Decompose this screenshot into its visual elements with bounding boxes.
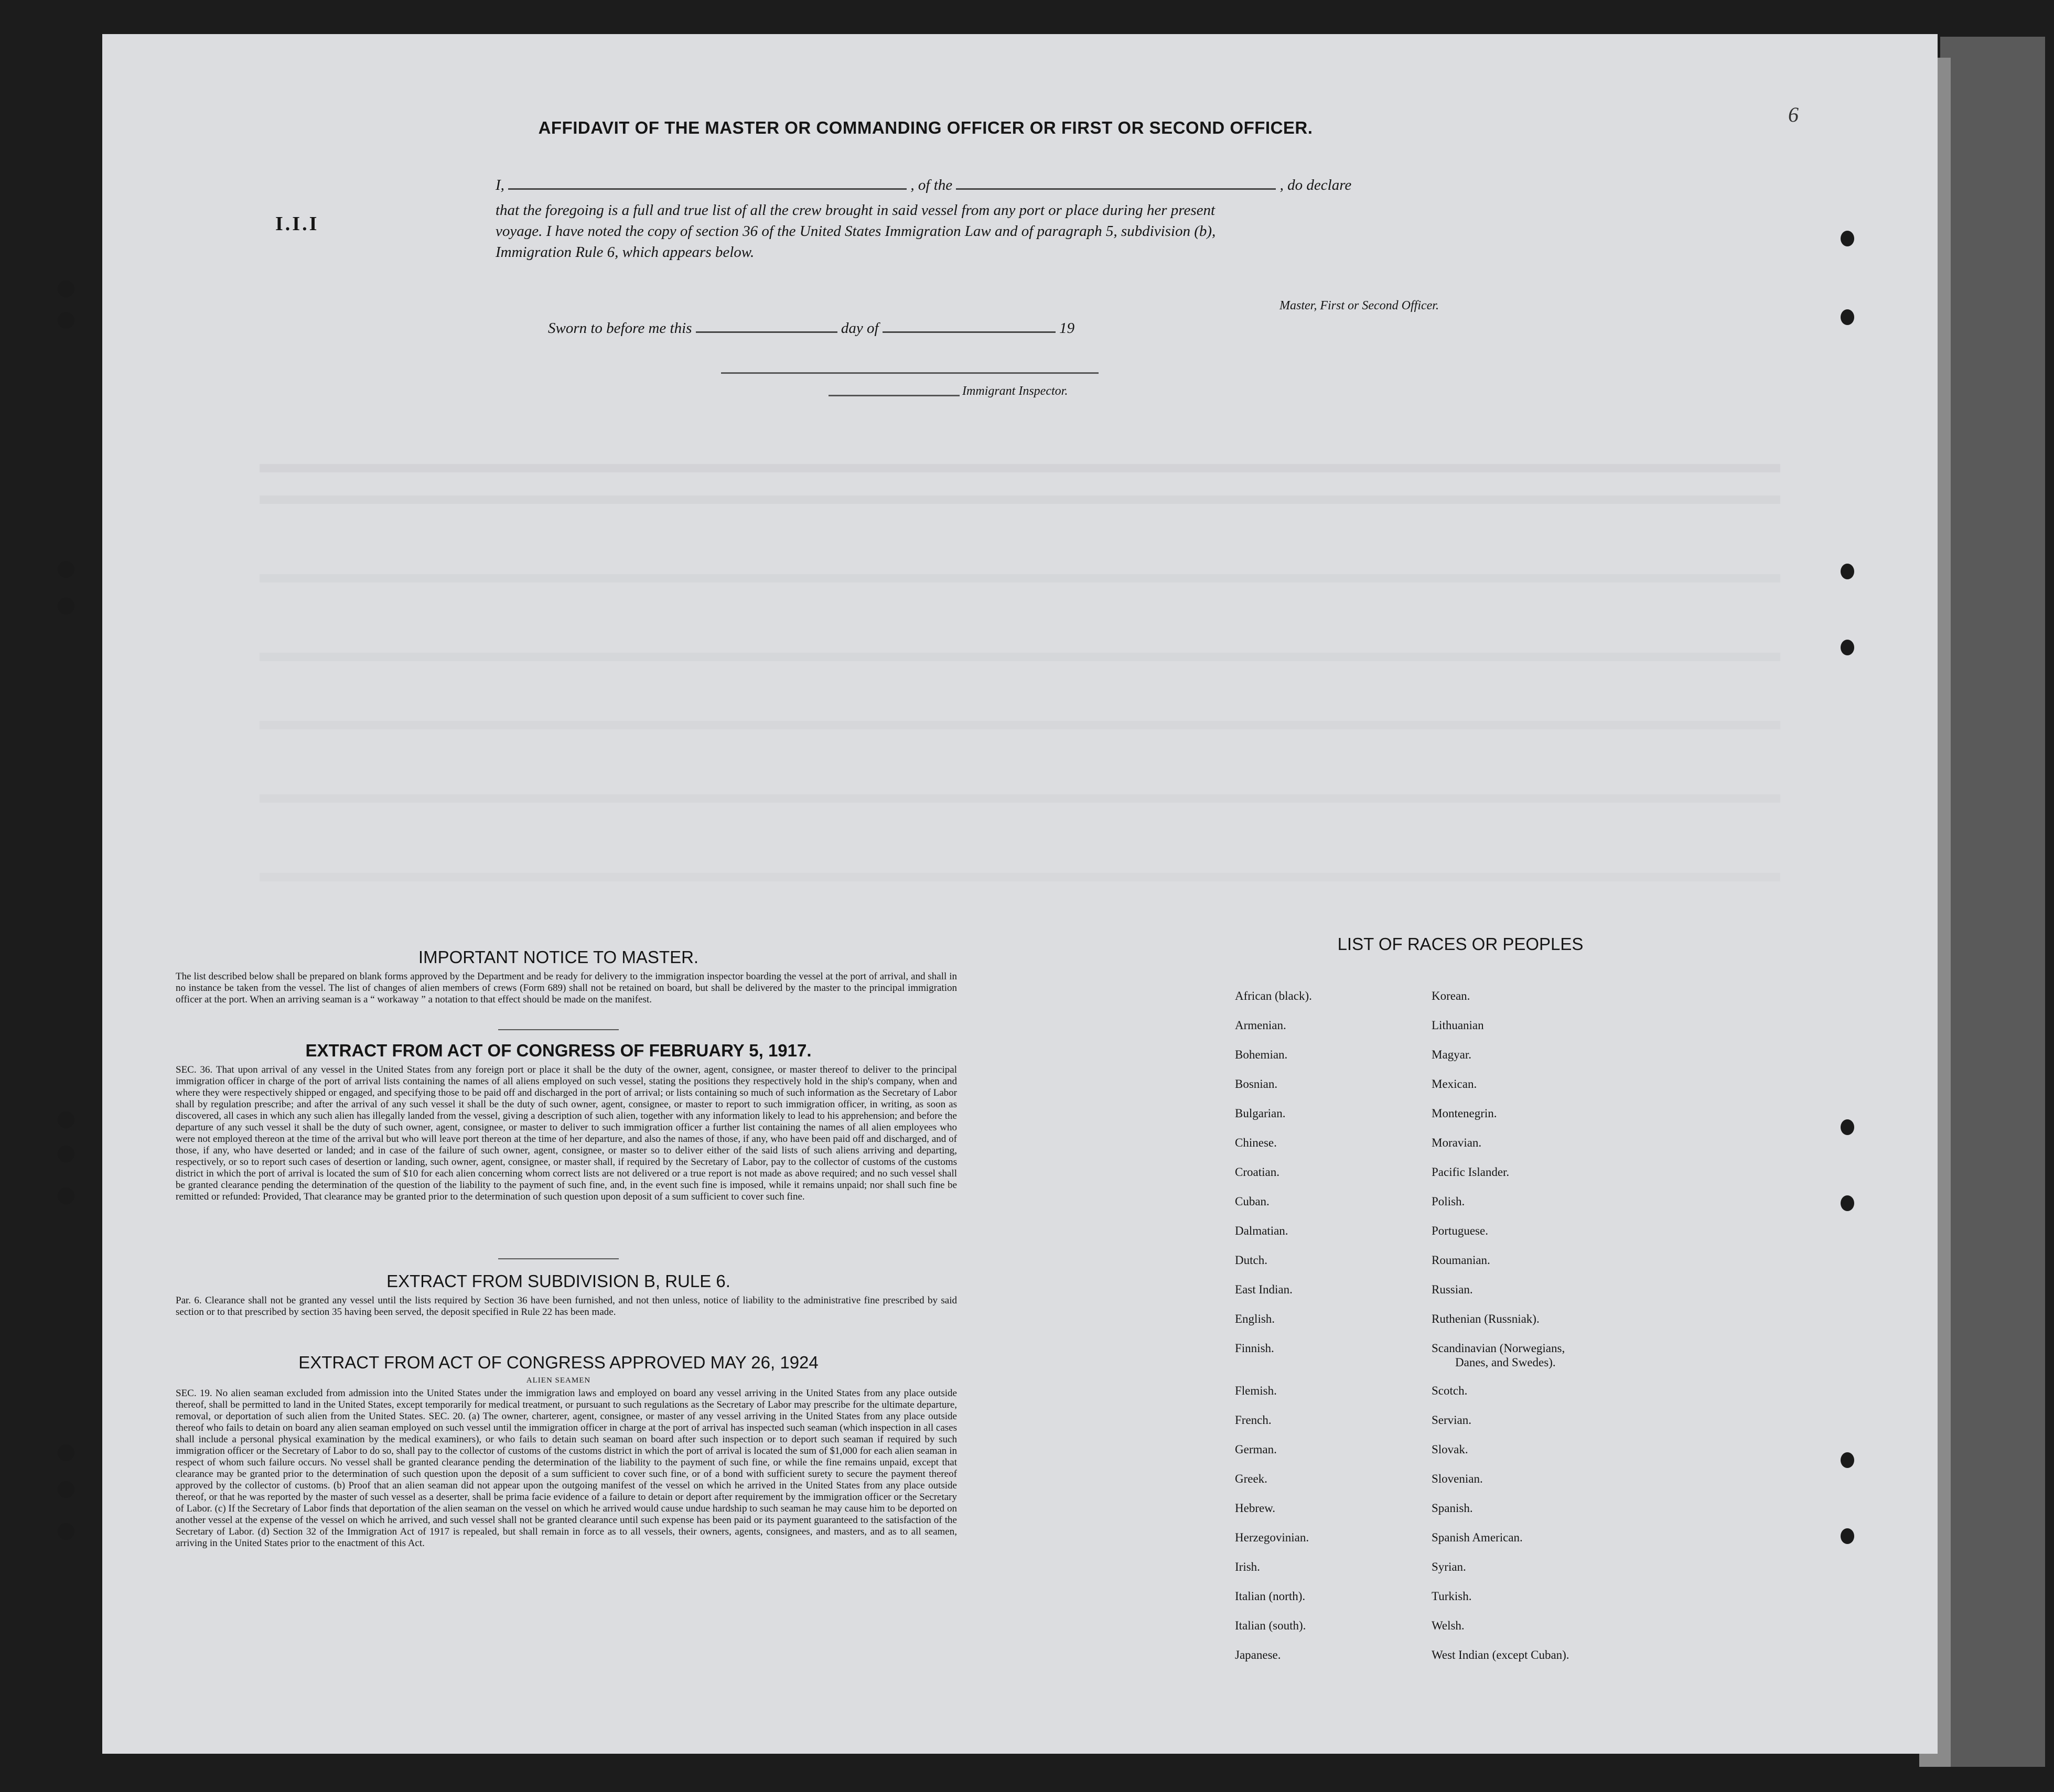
extract-1917-text: SEC. 36. That upon arrival of any vessel in the United States from any foreign port or place it shall be the duty of the owner, agent, consignee, or master thereof to deliver to the principal immigration officer in charge of the port of arrival lists containing the names of all aliens employed on such vessel, stating the positions they respectively hold in the ship's company, when and where they were respectively shipped or engaged, and specifying those to be paid off and discharged in the port of arrival; or lists containing so much of such information as the Secretary of Labor shall by regulation prescribe; and after the arrival of any such vessel it shall be the duty of such owner, agent, consignee, or master to report to such immigration officer, in writing, as soon as discovered, all cases in which any such alien has illegally landed from the vessel, giving a description of such alien, together with any information likely to lead to his apprehension; and before the departure of any such vessel it shall be the duty of such owner, agent, consignee, or master to deliver to such immigration officer a further list containing the names of all alien employees who were not employed thereon at the time of the arrival but who will leave port thereon at the time of her departure, and also the names of those, if any, who have been paid off and discharged, and of those, if any, who have deserted or landed; and in case of the failure of such owner, agent, consignee, or master so to deliver either of the said lists of such aliens arriving and departing, respectively, or so to report such cases of desertion or landing, such owner, agent, consignee, or master shall, if required by the Secretary of Labor, pay to the collector of customs of the customs district in which the port of arrival is located the sum of $10 for each alien concerning whom correct lists are not delivered or a true report is not made as above required; and no such vessel shall be granted clearance pending the determination of the question of the liability to the payment of such fine, and, in the event such fine is imposed, while it remains unpaid; nor shall such fine be remitted or refunded: Provided, That clearance may be granted prior to the determination of such question upon deposit of a sum sufficient to cover such fine. — [176, 1064, 957, 1202]
binder-hole — [58, 1481, 74, 1498]
day-of-label: day of — [841, 320, 879, 337]
extract-1924-title: EXTRACT FROM ACT OF CONGRESS APPROVED MAY 26, 1924 — [298, 1353, 819, 1372]
race-item: East Indian. — [1235, 1283, 1293, 1296]
declare-label: , do declare — [1279, 177, 1352, 193]
sworn-line — [548, 320, 1074, 337]
bleed-through — [260, 574, 1780, 582]
binder-hole — [58, 561, 74, 578]
race-item: Italian (south). — [1235, 1619, 1306, 1632]
race-item: Montenegrin. — [1432, 1107, 1497, 1120]
race-item: German. — [1235, 1443, 1277, 1456]
binder-hole — [58, 1146, 74, 1162]
extract-1917-title: EXTRACT FROM ACT OF CONGRESS OF FEBRUARY 5, 1917. — [305, 1041, 812, 1060]
race-item: Welsh. — [1432, 1619, 1465, 1632]
name-blank — [508, 188, 907, 190]
affidavit-body-line-3: Immigration Rule 6, which appears below. — [496, 244, 755, 261]
bleed-through — [260, 495, 1780, 504]
binder-hole — [1841, 564, 1854, 579]
extract-1924-text: SEC. 19. No alien seaman excluded from admission into the United States under the immigration laws and employed on board any vessel arriving in the United States from any place outside thereof, shall be permitted to land in the United States, except temporarily for medical treatment, or pursuant to such regulations as the Secretary of Labor may prescribe for the ultimate departure, removal, or deportation of such alien from the United States. SEC. 20. (a) The owner, charterer, agent, consignee, or master of any vessel arriving in the United States from any place outside thereof who fails to detain on board any alien seaman employed on such vessel until the immigration officer in charge at the port of arrival has inspected such seaman (which inspection in all cases shall include a personal physical examination by the medical examiners), or who fails to detain such seaman on board after such inspection or to deport such seaman if required by such immigration officer or the Secretary of Labor to do so, shall pay to the collector of customs of the customs district in which the port of arrival is located the sum of $1,000 for each alien seaman in respect of whom such failure occurs. No vessel shall be granted clearance pending the determination of the liability to the payment of such fine, or while the fine remains unpaid, except that clearance may be granted prior to the determination of such question upon the deposit of a sum sufficient to cover such fine, or of a bond with sufficient surety to secure the payment thereof approved by the collector of customs. (b) Proof that an alien seaman did not appear upon the outgoing manifest of the vessel on which he arrived in the United States from any place outside thereof, or that he was reported by the master of such vessel as a deserter, shall be prima facie evidence of a failure to detain or deport after requirement by the immigration officer or the Secretary of Labor. (c) If the Secretary of Labor finds that deportation of the alien seaman on the vessel on which he arrived would cause undue hardship to such seaman he may cause him to be deported on another vessel at the expense of the vessel on which he arrived, and such vessel shall not be granted clearance until such expense has been paid or its payment guaranteed to the satisfaction of the Secretary of Labor. (d) Section 32 of the Immigration Act of 1917 is repealed, but shall remain in force as to all vessels, their owners, agents, consignees, and masters, and as to all seamen, arriving in the United States prior to the enactment of this Act. — [176, 1388, 957, 1549]
inspector-signature-line — [721, 372, 1099, 374]
race-item: Moravian. — [1432, 1136, 1482, 1149]
binder-hole — [1841, 1452, 1854, 1468]
race-item: Russian. — [1432, 1283, 1473, 1296]
manifest-page — [102, 34, 1938, 1754]
race-item: Scotch. — [1432, 1384, 1468, 1397]
race-item: Portuguese. — [1432, 1224, 1488, 1237]
binder-hole — [1841, 1195, 1854, 1211]
race-item: Roumanian. — [1432, 1254, 1490, 1267]
race-item: Bohemian. — [1235, 1048, 1288, 1061]
affidavit-body-line-2: voyage. I have noted the copy of section 36 of the United States Immigration Law and of paragraph 5, subdivision (b), — [496, 223, 1216, 240]
top-right-mark: 6 — [1788, 103, 1799, 126]
binder-hole — [58, 1523, 74, 1540]
race-item: Mexican. — [1432, 1077, 1477, 1091]
extract-1924-subtitle: ALIEN SEAMEN — [526, 1376, 591, 1385]
rule-6-text: Par. 6. Clearance shall not be granted any vessel until the lists required by Section 36 have been furnished, and not then unless, notice of liability to the administrative fine prescribed by said section or to that prescribed by section 35 having been served, the deposit specified in Rule 22 has been made. — [176, 1295, 957, 1318]
of-the-label: , of the — [910, 177, 953, 193]
race-item: Slovenian. — [1432, 1472, 1483, 1485]
race-item: Scandinavian (Norwegians, — [1432, 1342, 1565, 1355]
race-item: Bulgarian. — [1235, 1107, 1286, 1120]
binder-hole — [58, 598, 74, 614]
race-item: Irish. — [1235, 1560, 1260, 1573]
i-label: I, — [496, 177, 504, 193]
affidavit-title: AFFIDAVIT OF THE MASTER OR COMMANDING OFFICER OR FIRST OR SECOND OFFICER. — [538, 118, 1313, 137]
rule-6-title: EXTRACT FROM SUBDIVISION B, RULE 6. — [386, 1271, 730, 1291]
race-item: Korean. — [1432, 989, 1470, 1002]
binder-hole — [58, 280, 74, 297]
inspector-caption: Immigrant Inspector. — [962, 384, 1068, 398]
race-item: Slovak. — [1432, 1443, 1468, 1456]
binder-hole — [1841, 640, 1854, 655]
race-item: Danes, and Swedes). — [1455, 1356, 1556, 1369]
race-item: Pacific Islander. — [1432, 1165, 1510, 1179]
races-title: LIST OF RACES OR PEOPLES — [1337, 934, 1584, 954]
race-item: Flemish. — [1235, 1384, 1277, 1397]
race-item: Greek. — [1235, 1472, 1267, 1485]
race-item: Armenian. — [1235, 1019, 1286, 1032]
race-item: Finnish. — [1235, 1342, 1274, 1355]
binder-hole — [58, 1111, 74, 1128]
bleed-through — [260, 721, 1780, 729]
binder-hole — [1841, 231, 1854, 246]
notice-text: The list described below shall be prepared on blank forms approved by the Department and be ready for delivery to the immigration inspector boarding the vessel at the port of arrival, and shall in no instance be taken from the vessel. The list of changes of alien members of crews (Form 689) shall not be retained on board, but shall be delivered by the master to the principal immigration officer at the port. When an arriving seaman is a “ workaway ” a notation to that effect should be made on the manifest. — [176, 971, 957, 1005]
binder-hole — [1841, 1528, 1854, 1544]
race-item: Spanish American. — [1432, 1531, 1523, 1544]
race-item: Chinese. — [1235, 1136, 1277, 1149]
race-item: Lithuanian — [1432, 1019, 1484, 1032]
bleed-through — [260, 873, 1780, 881]
race-item: African (black). — [1235, 989, 1312, 1002]
race-item: Italian (north). — [1235, 1590, 1306, 1603]
bleed-through — [260, 653, 1780, 661]
race-item: Spanish. — [1432, 1502, 1473, 1515]
bleed-through — [260, 794, 1780, 803]
sworn-day-blank — [696, 331, 837, 333]
race-item: West Indian (except Cuban). — [1432, 1648, 1569, 1661]
race-item: Bosnian. — [1235, 1077, 1278, 1091]
binder-hole — [58, 1188, 74, 1204]
race-item: Cuban. — [1235, 1195, 1270, 1208]
race-item: English. — [1235, 1312, 1275, 1325]
race-item: Croatian. — [1235, 1165, 1279, 1179]
binder-hole — [58, 312, 74, 329]
affidavit-body-line-1: that the foregoing is a full and true list of all the crew brought in said vessel from any port or place during her present — [496, 202, 1216, 219]
bleed-through — [260, 464, 1780, 472]
race-item: Syrian. — [1432, 1560, 1466, 1573]
race-item: Magyar. — [1432, 1048, 1472, 1061]
binder-hole — [1841, 309, 1854, 325]
divider — [498, 1029, 619, 1030]
race-item: Ruthenian (Russniak). — [1432, 1312, 1540, 1325]
binder-hole — [58, 1444, 74, 1461]
race-item: Dutch. — [1235, 1254, 1267, 1267]
inspector-title-line — [829, 395, 960, 396]
affidavit-declaration-line — [496, 177, 1351, 194]
divider — [498, 1258, 619, 1259]
notice-title: IMPORTANT NOTICE TO MASTER. — [418, 947, 699, 967]
scanner-background — [1940, 37, 2045, 1767]
race-item: Servian. — [1432, 1413, 1472, 1427]
race-item: Dalmatian. — [1235, 1224, 1288, 1237]
binder-hole — [1841, 1119, 1854, 1135]
race-item: Herzegovinian. — [1235, 1531, 1309, 1544]
race-item: Hebrew. — [1235, 1502, 1276, 1515]
race-item: French. — [1235, 1413, 1272, 1427]
vessel-blank — [956, 188, 1276, 190]
race-item: Polish. — [1432, 1195, 1465, 1208]
sworn-label: Sworn to before me this — [548, 320, 692, 337]
left-margin-mark: I.I.I — [275, 213, 319, 235]
sworn-month-blank — [883, 331, 1056, 333]
officer-caption: Master, First or Second Officer. — [1279, 299, 1439, 312]
year-label: 19 — [1059, 320, 1075, 337]
race-item: Turkish. — [1432, 1590, 1472, 1603]
race-item: Japanese. — [1235, 1648, 1281, 1661]
